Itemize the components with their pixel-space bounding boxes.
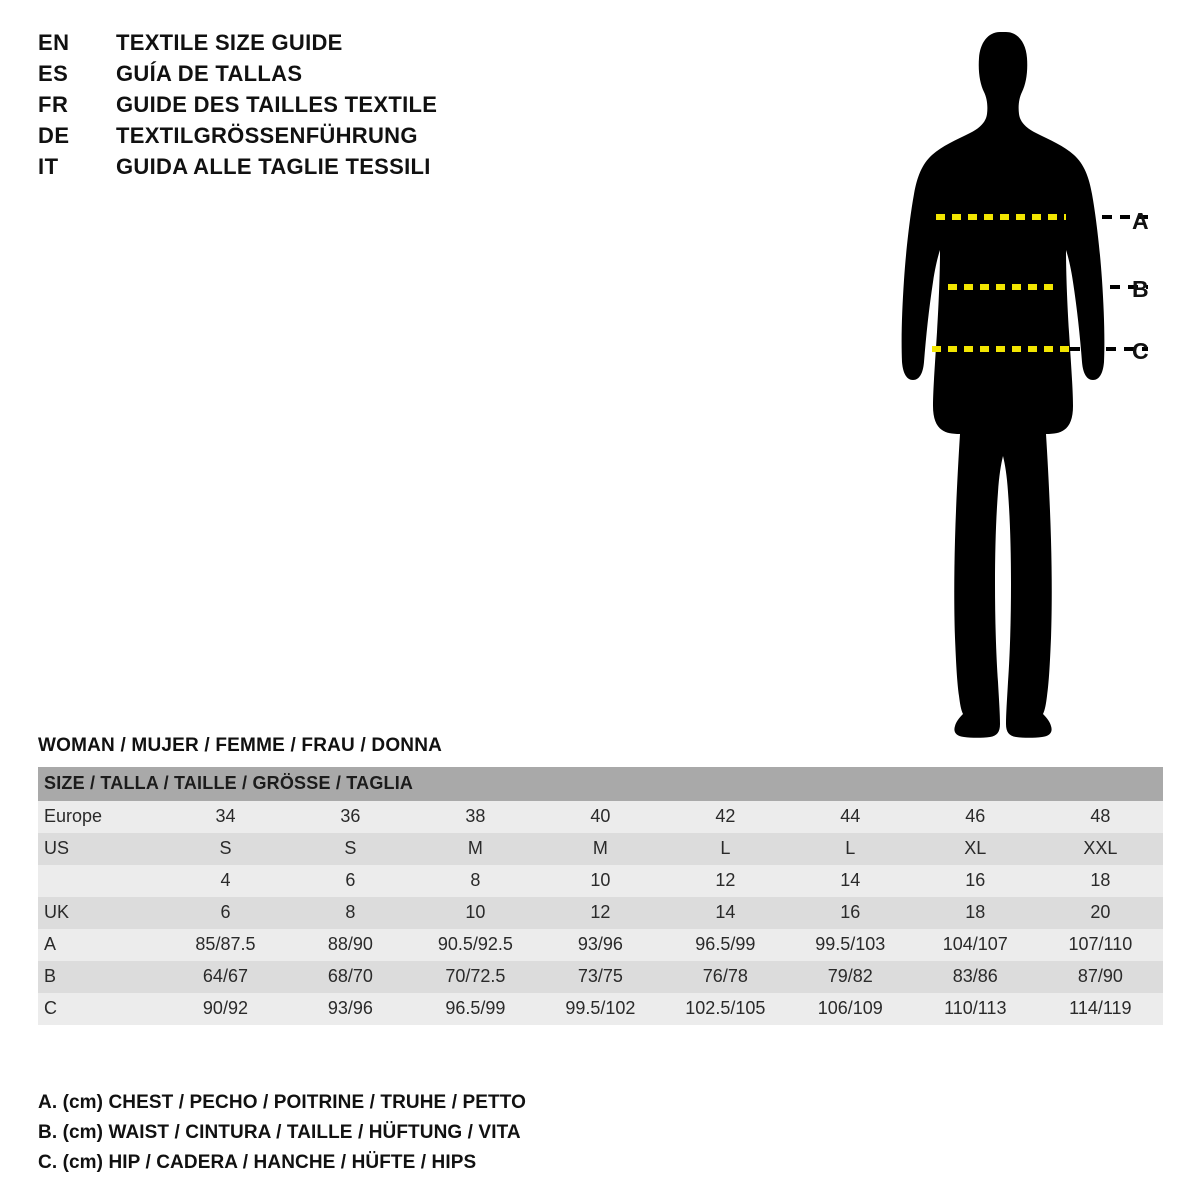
language-row	[38, 123, 598, 154]
table-row	[38, 993, 1163, 1025]
table-cell: M	[538, 833, 663, 865]
table-cell: 68/70	[288, 961, 413, 993]
table-cell: XXL	[1038, 833, 1163, 865]
table-row	[38, 833, 1163, 865]
table-cell: 38	[413, 801, 538, 833]
table-cell: 10	[413, 897, 538, 929]
table-cell: 90.5/92.5	[413, 929, 538, 961]
language-code: FR	[38, 92, 69, 117]
table-cell: 34	[163, 801, 288, 833]
language-title: GUIDA ALLE TAGLIE TESSILI	[116, 154, 431, 179]
table-cell: 40	[538, 801, 663, 833]
table-cell: 114/119	[1038, 993, 1163, 1025]
table-cell: M	[413, 833, 538, 865]
table-row	[38, 929, 1163, 961]
table-cell: 6	[163, 897, 288, 929]
language-row	[38, 154, 598, 185]
table-cell: 8	[413, 865, 538, 897]
row-label: US	[38, 833, 163, 865]
table-cell: 46	[913, 801, 1038, 833]
table-cell: 96.5/99	[663, 929, 788, 961]
table-row	[38, 961, 1163, 993]
table-cell: 12	[663, 865, 788, 897]
table-cell: 83/86	[913, 961, 1038, 993]
table-cell: XL	[913, 833, 1038, 865]
table-cell: 36	[288, 801, 413, 833]
table-row	[38, 865, 1163, 897]
table-cell: S	[163, 833, 288, 865]
row-label	[38, 865, 163, 897]
hip-measure-label: C	[1132, 338, 1149, 364]
table-cell: 110/113	[913, 993, 1038, 1025]
row-label: C	[38, 993, 163, 1025]
legend-line-chest: A. (cm) CHEST / PECHO / POITRINE / TRUHE / PETTO	[38, 1092, 526, 1113]
table-cell: 16	[788, 897, 913, 929]
female-body-silhouette-icon	[860, 18, 1190, 748]
legend-line-waist: B. (cm) WAIST / CINTURA / TAILLE / HÜFTUNG / VITA	[38, 1122, 521, 1143]
table-cell: 48	[1038, 801, 1163, 833]
table-cell: 90/92	[163, 993, 288, 1025]
language-row	[38, 92, 598, 123]
table-cell: 44	[788, 801, 913, 833]
table-cell: 107/110	[1038, 929, 1163, 961]
table-cell: L	[663, 833, 788, 865]
table-cell: 12	[538, 897, 663, 929]
table-cell: L	[788, 833, 913, 865]
row-label: A	[38, 929, 163, 961]
size-table-section	[38, 735, 1163, 1025]
table-cell: 85/87.5	[163, 929, 288, 961]
table-cell: 10	[538, 865, 663, 897]
table-cell: 14	[788, 865, 913, 897]
table-cell: S	[288, 833, 413, 865]
table-cell: 70/72.5	[413, 961, 538, 993]
language-row	[38, 61, 598, 92]
table-cell: 99.5/103	[788, 929, 913, 961]
language-title: GUÍA DE TALLAS	[116, 61, 303, 86]
table-row	[38, 897, 1163, 929]
table-row	[38, 801, 1163, 833]
row-label: B	[38, 961, 163, 993]
table-cell: 76/78	[663, 961, 788, 993]
table-cell: 96.5/99	[413, 993, 538, 1025]
table-cell: 87/90	[1038, 961, 1163, 993]
table-cell: 20	[1038, 897, 1163, 929]
table-cell: 102.5/105	[663, 993, 788, 1025]
table-cell: 93/96	[288, 993, 413, 1025]
table-cell: 6	[288, 865, 413, 897]
table-cell: 64/67	[163, 961, 288, 993]
table-cell: 42	[663, 801, 788, 833]
body-measurement-diagram	[860, 18, 1190, 748]
row-label: Europe	[38, 801, 163, 833]
language-title-block	[38, 30, 598, 185]
table-cell: 18	[913, 897, 1038, 929]
table-cell: 79/82	[788, 961, 913, 993]
table-cell: 14	[663, 897, 788, 929]
table-cell: 16	[913, 865, 1038, 897]
table-cell: 73/75	[538, 961, 663, 993]
language-code: EN	[38, 30, 70, 55]
table-header-row	[38, 767, 1163, 801]
language-code: DE	[38, 123, 70, 148]
size-table	[38, 767, 1163, 1025]
language-title: GUIDE DES TAILLES TEXTILE	[116, 92, 438, 117]
language-title: TEXTILE SIZE GUIDE	[116, 30, 343, 55]
table-cell: 104/107	[913, 929, 1038, 961]
language-title: TEXTILGRÖSSENFÜHRUNG	[116, 123, 418, 148]
table-cell: 106/109	[788, 993, 913, 1025]
table-cell: 8	[288, 897, 413, 929]
waist-measure-label: B	[1132, 276, 1149, 302]
measurement-legend	[38, 1088, 526, 1178]
chest-measure-label: A	[1132, 208, 1149, 234]
table-cell: 18	[1038, 865, 1163, 897]
table-cell: 93/96	[538, 929, 663, 961]
table-cell: 99.5/102	[538, 993, 663, 1025]
row-label: UK	[38, 897, 163, 929]
language-code: ES	[38, 61, 69, 86]
table-cell: 88/90	[288, 929, 413, 961]
section-title: WOMAN / MUJER / FEMME / FRAU / DONNA	[38, 735, 443, 756]
table-cell: 4	[163, 865, 288, 897]
table-header-label: SIZE / TALLA / TAILLE / GRÖSSE / TAGLIA	[38, 767, 1163, 801]
legend-line-hip: C. (cm) HIP / CADERA / HANCHE / HÜFTE / HIPS	[38, 1152, 477, 1173]
language-row	[38, 30, 598, 61]
language-code: IT	[38, 154, 59, 179]
